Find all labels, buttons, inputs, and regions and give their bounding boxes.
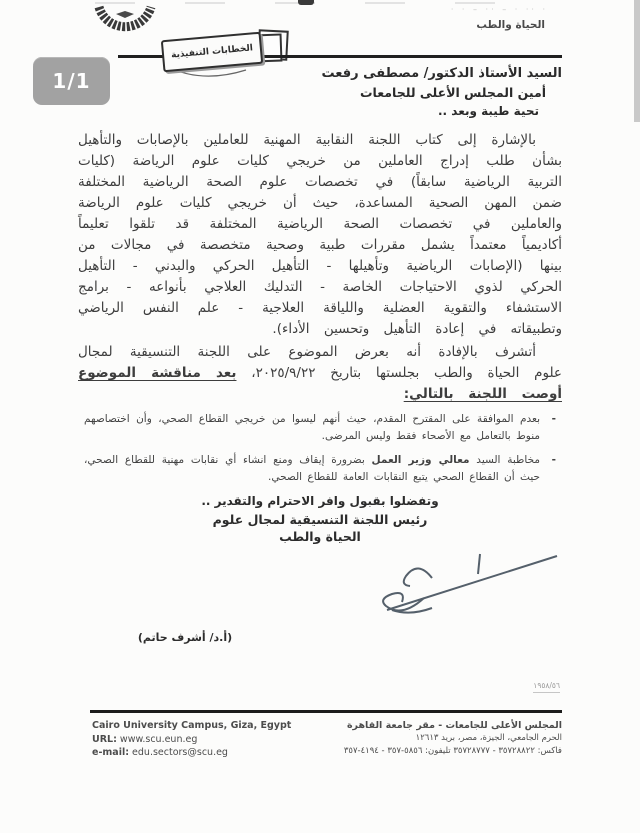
page-indicator-text: 1/1 (52, 69, 91, 93)
footer-ar-phones: فاكس: ٣٥٧٢٨٨٢٢ - ٣٥٧٢٨٧٧٧ تليفون: ٥٨٥٦-٣٥٧ - ٤١٩٤-٣٥٧ (343, 746, 562, 756)
signature-scribble (362, 548, 562, 623)
greeting-line: تحية طيبة وبعد .. (437, 104, 539, 118)
signer-name: (أ.د/ أشرف حاتم) (137, 631, 233, 644)
paragraph2-text: أتشرف بالإفادة أنه بعرض الموضوع على اللجنة التنسيقية لمجال علوم الحياة والطب بجلستها بتاريخ ٢٠٢٥/٩/٢٢، (78, 344, 562, 381)
closing-block (78, 494, 562, 544)
footer-english (92, 719, 291, 760)
footer-email-label: e-mail: (92, 747, 130, 758)
footer-divider (90, 710, 562, 713)
bullet-dash-icon: - (551, 413, 556, 425)
scan-artifact-smudge (95, 2, 545, 4)
footer-url-label: URL: (92, 733, 117, 745)
closing-salutation: وتفضلوا بقبول وافر الاحترام والتقدير .. (201, 494, 439, 508)
recommendation-text: بعدم الموافقة على المقترح المقدم، حيث أنهم ليسوا من خريجي القطاع الصحي، وأن اختصاصهم منوط بالتعامل مع الأصحاء فقط وليس المرضى. (84, 413, 540, 442)
addressee-name: السيد الأستاذ الدكتور/ مصطفى رفعت (321, 66, 562, 81)
body-paragraph-1: بالإشارة إلى كتاب اللجنة النقابية المهنية للعاملين بالإصابات والتأهيل بشأن طلب إدراج العاملين من خريجي كليات علوم الرياضة (كليات التربية الرياضية سابقاً) في تخصصات علوم الصحة الرياضية المختلفة ضمن المهن الصحية المساعدة، حيث أن خريجي كليات علوم الرياضة والعاملين في تخصصات الصحة الرياضية المختلفة قد تلقوا تعليماً أكاديمياً معتمداً يشمل مقررات طبية وصحية متخصصة في مجالات من بينها (الإصابات الرياضية وتأهيلها - التأهيل الحركي والبدني - التأهيل الحركي لذوي الاحتياجات الخاصة - التدليك العلاجي بأنواعه - برامج الاستشفاء والتقوية العضلية واللياقة العلاجية - علم النفس الرياضي وتطبيقاته في إعادة التأهيل وتحسين الأداء). (78, 132, 562, 337)
footer-ar-address: الحرم الجامعي، الجيزة، مصر، بريد ١٢٦١٣ (415, 733, 562, 743)
signer-title-line1: رئيس اللجنة التنسيقية لمجال علوم (212, 512, 428, 527)
footer-en-address: Cairo University Campus, Giza, Egypt (92, 720, 292, 731)
recommendation-text: مخاطبة السيد (469, 454, 540, 466)
recommendations-list (84, 411, 556, 486)
recommendation-text: بضرورة إيقاف ومنع انشاء أي نقابات مهنية للقطاع الصحي، حيث أن القطاع الصحي يتبع النقابات العامة للقطاع الصحي. (84, 454, 540, 483)
paragraph2-emphasis: بعد مناقشة الموضوع أوصت اللجنة بالتالي: (78, 365, 562, 402)
recommendation-bold: معالي وزير العمل (371, 454, 470, 466)
scan-edge-shadow (634, 0, 640, 122)
recommendation-item (84, 452, 556, 486)
footer-url: www.scu.eun.eg (119, 733, 198, 745)
tab-label: الخطابات التنفيذية (161, 32, 263, 73)
footer-arabic (344, 719, 562, 758)
letter-body (78, 130, 562, 644)
signer-title-line2: الحياة والطب (279, 529, 361, 544)
university-emblem-icon (93, 3, 157, 53)
bullet-dash-icon: - (551, 454, 556, 466)
reference-number: ١٩٥٨/٥٦ (533, 681, 560, 693)
page-indicator-badge (33, 57, 110, 105)
footer-ar-org: المجلس الأعلى للجامعات - مقر جامعة القاهرة (346, 720, 562, 731)
footer-email: edu.sectors@scu.eg (132, 747, 228, 758)
faded-header-text: · ·· · – ·· – · · (450, 5, 548, 14)
committee-header-label: الحياة والطب (476, 19, 545, 31)
addressee-title: أمين المجلس الأعلى للجامعات (360, 85, 546, 100)
body-paragraph-2 (78, 342, 562, 405)
scan-artifact-dash (298, 0, 314, 5)
executive-letters-tab (156, 26, 306, 84)
recommendation-item (84, 411, 556, 445)
